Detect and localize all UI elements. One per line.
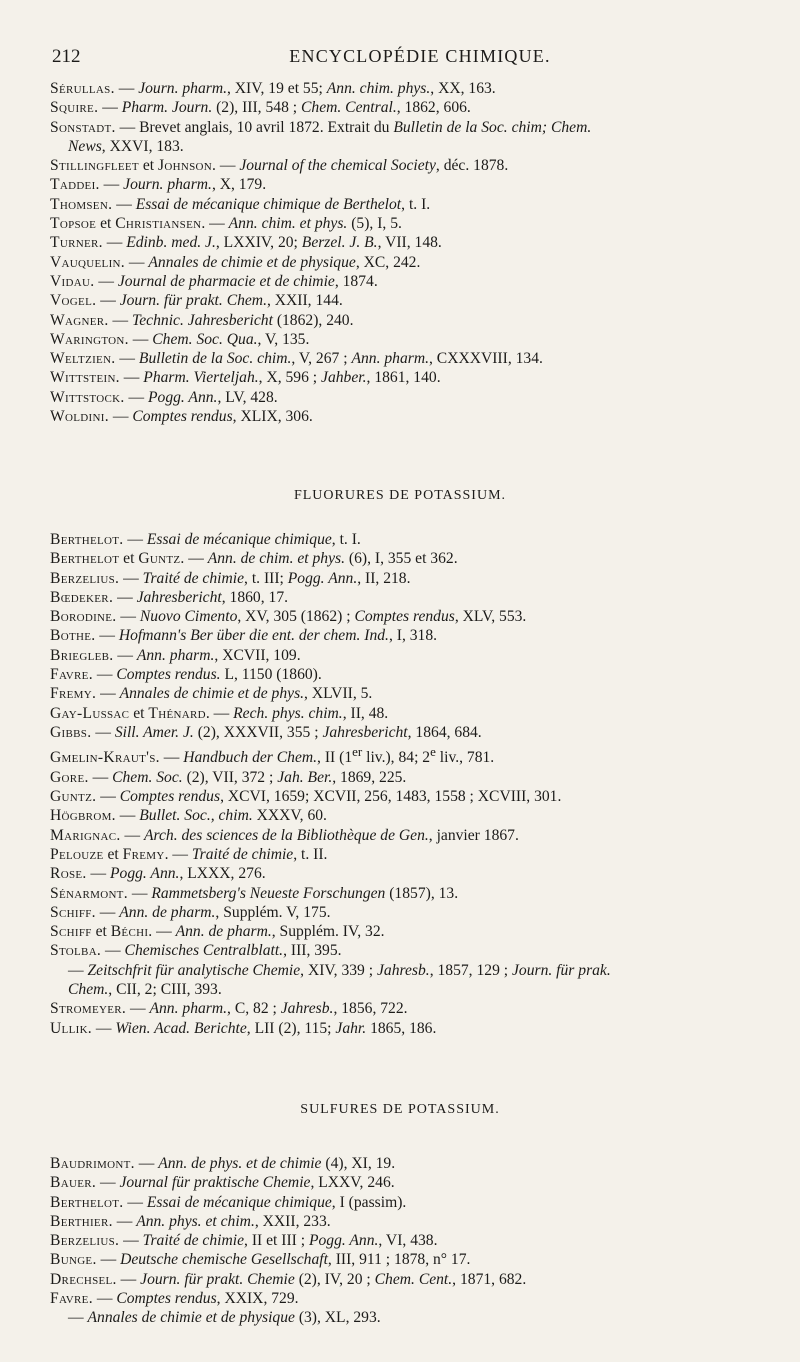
entry-author: Stromeyer. [50,1000,127,1018]
entry-author: Wittstein. [50,369,120,387]
bibliography-entry [50,549,790,568]
bibliography-entry [50,723,790,742]
entry-author: Berthelot [50,550,120,568]
bibliography-entry [50,291,790,310]
bibliography-entry [50,999,790,1018]
section-title-fluorures: FLUORURES DE POTASSIUM. [293,488,507,503]
bibliography-entry [50,253,790,272]
entry-reference: — Chem. Soc. (2), VII, 372 ; Jah. Ber., 1869, 225. [92,768,407,786]
entry-author: Rose. [50,865,87,883]
entry-author: Berthelot. [50,531,124,548]
entry-reference: — Chem. Soc. Qua., V, 135. [132,330,310,348]
entry-reference: — Ann. pharm., XCVII, 109. [117,646,301,664]
entry-reference: — Pharm. Vierteljah., X, 596 ; Jahber., 1861, 140. [123,369,441,387]
entry-reference: — Journal für praktische Chemie, LXXV, 246. [99,1174,395,1192]
entry-reference: et Johnson. — Journal of the chemical Society, déc. 1878. [142,157,509,175]
bibliography-entry [50,233,790,252]
entry-author: Schiff [50,923,92,941]
bibliography-entry [50,626,790,645]
entry-author: Baudrimont. [50,1155,135,1172]
bibliography-entry [50,195,790,214]
bibliography-entry [50,214,790,233]
entry-author: Gay-Lussac [50,704,130,722]
entry-author: Marignac. [50,826,121,844]
entry-reference: et Thénard. — Rech. phys. chim., II, 48. [133,704,389,722]
entry-reference: — Jahresbericht, 1860, 17. [117,588,289,606]
bibliography-entry [50,330,790,349]
bibliography-entry [50,156,790,175]
bibliography-entry [50,768,790,787]
entry-author: Weltzien. [50,350,116,368]
running-title: ENCYCLOPÉDIE CHIMIQUE. [289,46,551,66]
bibliography-entry [50,1289,790,1308]
bibliography-entry [50,1270,790,1289]
entry-reference: — Arch. des sciences de la Bibliothèque de Gen., janvier 1867. [124,826,519,844]
bibliography-entry [50,961,790,980]
entry-reference: — Bullet. Soc., chim. XXXV, 60. [119,807,327,825]
page-header [52,46,788,70]
entry-reference: — Technic. Jahresbericht (1862), 240. [112,311,354,329]
bibliography-entry [50,826,790,845]
entry-author: Borodine. [50,608,117,626]
bibliography-entry [50,704,790,723]
entry-reference: et Béchi. — Ann. de pharm., Supplém. IV, 32. [95,923,385,941]
bibliography-entry [50,684,790,703]
entry-reference: — Rammetsberg's Neueste Forschungen (1857), 13. [131,884,459,902]
entry-author: Bothe. [50,627,96,645]
entry-author: Wagner. [50,311,109,329]
bibliography-entry [50,98,790,117]
bibliography-entry [50,884,790,903]
entry-author: Bauer. [50,1174,97,1192]
entry-reference: — Journal de pharmacie et de chimie, 1874. [98,272,378,290]
bibliography-entry [50,569,790,588]
entry-author: Stolba. [50,942,102,960]
bibliography-entry [50,368,790,387]
entry-author: Stillingfleet [50,157,139,175]
entry-author: Warington. [50,330,129,348]
entry-reference: — Sill. Amer. J. (2), XXXVII, 355 ; Jahresbericht, 1864, 684. [95,723,482,741]
entry-reference: — Zeitschfrit für analytische Chemie, XIV, 339 ; Jahresb., 1857, 129 ; Journ. für prak. [68,961,611,979]
entry-reference: — Pogg. Ann., LXXX, 276. [90,865,266,883]
entry-reference: — Comptes rendus, XXIX, 729. [96,1290,299,1308]
section-title-sulfures: SULFURES DE POTASSIUM. [300,1102,500,1117]
bibliography-entry [50,1308,790,1327]
entry-reference: — Traité de chimie, II et III ; Pogg. Ann., VI, 438. [123,1232,438,1250]
entry-author: Schiff. [50,903,96,921]
entry-reference: — Hofmann's Ber über die ent. der chem. Ind., I, 318. [99,627,438,645]
entry-author: Briegleb. [50,646,114,664]
bibliography-block-3 [50,1154,790,1328]
bibliography-entry [50,864,790,883]
bibliography-entry [50,175,790,194]
entry-reference: — Bulletin de la Soc. chim., V, 267 ; Ann. pharm., CXXXVIII, 134. [119,350,543,368]
bibliography-entry [50,646,790,665]
bibliography-entry [50,1154,790,1173]
entry-reference: — Brevet anglais, 10 avril 1872. Extrait du Bulletin de la Soc. chim; Chem. [119,118,592,136]
entry-reference: — Handbuch der Chem., II (1er liv.), 84; 2e liv., 781. [163,744,495,767]
entry-author: Favre. [50,666,93,684]
entry-author: Bœdeker. [50,588,114,606]
entry-reference: — Comptes rendus. L, 1150 (1860). [96,666,322,684]
entry-author: Gmelin-Kraut's. [50,749,160,767]
entry-reference: — Journ. für prakt. Chem., XXII, 144. [100,292,343,310]
entry-reference: — Wien. Acad. Berichte, LII (2), 115; Jahr. 1865, 186. [95,1019,437,1037]
bibliography-entry [50,607,790,626]
bibliography-entry [50,349,790,368]
entry-author: Drechsel. [50,1270,117,1288]
entry-author: Vauquelin. [50,253,125,271]
entry-author: Favre. [50,1290,93,1308]
entry-reference: — Ann. de phys. et de chimie (4), XI, 19. [138,1155,396,1172]
bibliography-entry [50,1250,790,1269]
entry-author: Berzelius. [50,1232,120,1250]
bibliography-entry [50,806,790,825]
bibliography-block-1 [50,79,790,426]
entry-reference: — Chemisches Centralblatt., III, 395. [105,942,342,960]
bibliography-entry [50,588,790,607]
bibliography-entry [50,903,790,922]
entry-author: Ullik. [50,1019,93,1037]
entry-reference: — Essai de mécanique chimique, I (passim). [127,1193,407,1211]
entry-continuation: Chem., CII, 2; CIII, 393. [68,981,222,999]
bibliography-block-2 [50,530,790,1038]
entry-reference: — Comptes rendus, XLIX, 306. [112,408,313,426]
entry-author: Berthier. [50,1212,113,1230]
entry-reference: — Annales de chimie et de physique, XC, 242. [128,253,421,271]
entry-reference: — Essai de mécanique chimique de Berthelot, t. I. [116,195,431,213]
entry-author: Woldini. [50,408,109,426]
entry-author: Thomsen. [50,195,113,213]
entry-author: Högbrom. [50,807,116,825]
bibliography-entry [50,530,790,549]
entry-author: Guntz. [50,788,97,806]
entry-reference: — Ann. de pharm., Supplém. V, 175. [99,903,331,921]
entry-reference: et Guntz. — Ann. de chim. et phys. (6), I, 355 et 362. [123,550,458,568]
entry-reference: — Traité de chimie, t. III; Pogg. Ann., II, 218. [123,569,411,587]
bibliography-entry [50,388,790,407]
bibliography-entry [50,118,790,137]
bibliography-entry [50,845,790,864]
entry-reference: — Nuovo Cimento, XV, 305 (1862) ; Comptes rendus, XLV, 553. [120,608,527,626]
entry-author: Gibbs. [50,723,92,741]
entry-author: Taddei. [50,176,100,194]
entry-continuation: News, XXVI, 183. [68,137,184,155]
entry-reference: — Pharm. Journ. (2), III, 548 ; Chem. Central., 1862, 606. [102,99,471,117]
entry-author: Topsoe [50,215,97,233]
entry-author: Bunge. [50,1251,97,1269]
entry-author: Sénarmont. [50,884,128,902]
entry-reference: — Journ. pharm., XIV, 19 et 55; Ann. chim. phys., XX, 163. [118,80,496,97]
entry-author: Sonstadt. [50,118,116,136]
entry-author: Fremy. [50,685,97,703]
entry-author: Wittstock. [50,388,125,406]
bibliography-entry [50,787,790,806]
entry-reference: et Christiansen. — Ann. chim. et phys. (5), I, 5. [100,215,402,233]
page-number: 212 [52,46,81,67]
entry-reference: — Journ. für prakt. Chemie (2), IV, 20 ; Chem. Cent., 1871, 682. [120,1270,527,1288]
bibliography-entry [50,1231,790,1250]
entry-author: Berthelot. [50,1193,124,1211]
bibliography-entry [50,941,790,960]
bibliography-entry [50,665,790,684]
entry-reference: et Fremy. — Traité de chimie, t. II. [107,845,328,863]
entry-reference: — Essai de mécanique chimique, t. I. [127,531,361,548]
entry-reference: — Journ. pharm., X, 179. [103,176,267,194]
entry-author: Pelouze [50,845,104,863]
entry-reference: — Comptes rendus, XCVI, 1659; XCVII, 256, 1483, 1558 ; XCVIII, 301. [100,788,562,806]
entry-reference: — Deutsche chemische Gesellschaft, III, 911 ; 1878, n° 17. [100,1251,471,1269]
bibliography-entry [50,1019,790,1038]
entry-reference: — Annales de chimie et de phys., XLVII, 5. [100,685,373,703]
entry-author: Berzelius. [50,569,120,587]
bibliography-entry [50,79,790,98]
entry-author: Sérullas. [50,80,115,97]
entry-author: Vidau. [50,272,95,290]
entry-reference: — Pogg. Ann., LV, 428. [128,388,278,406]
bibliography-entry [50,1193,790,1212]
entry-author: Turner. [50,234,103,252]
bibliography-entry [50,1212,790,1231]
bibliography-entry [50,407,790,426]
bibliography-entry [50,272,790,291]
entry-author: Vogel. [50,292,97,310]
bibliography-entry [50,742,790,767]
entry-author: Squire. [50,99,99,117]
entry-reference: — Edinb. med. J., LXXIV, 20; Berzel. J. B., VII, 148. [106,234,442,252]
entry-author: Gore. [50,768,89,786]
entry-reference: — Ann. phys. et chim., XXII, 233. [116,1212,331,1230]
entry-reference: — Annales de chimie et de physique (3), XL, 293. [68,1309,381,1327]
entry-reference: — Ann. pharm., C, 82 ; Jahresb., 1856, 722. [129,1000,408,1018]
bibliography-entry [50,1173,790,1192]
bibliography-entry [50,311,790,330]
bibliography-entry [50,922,790,941]
